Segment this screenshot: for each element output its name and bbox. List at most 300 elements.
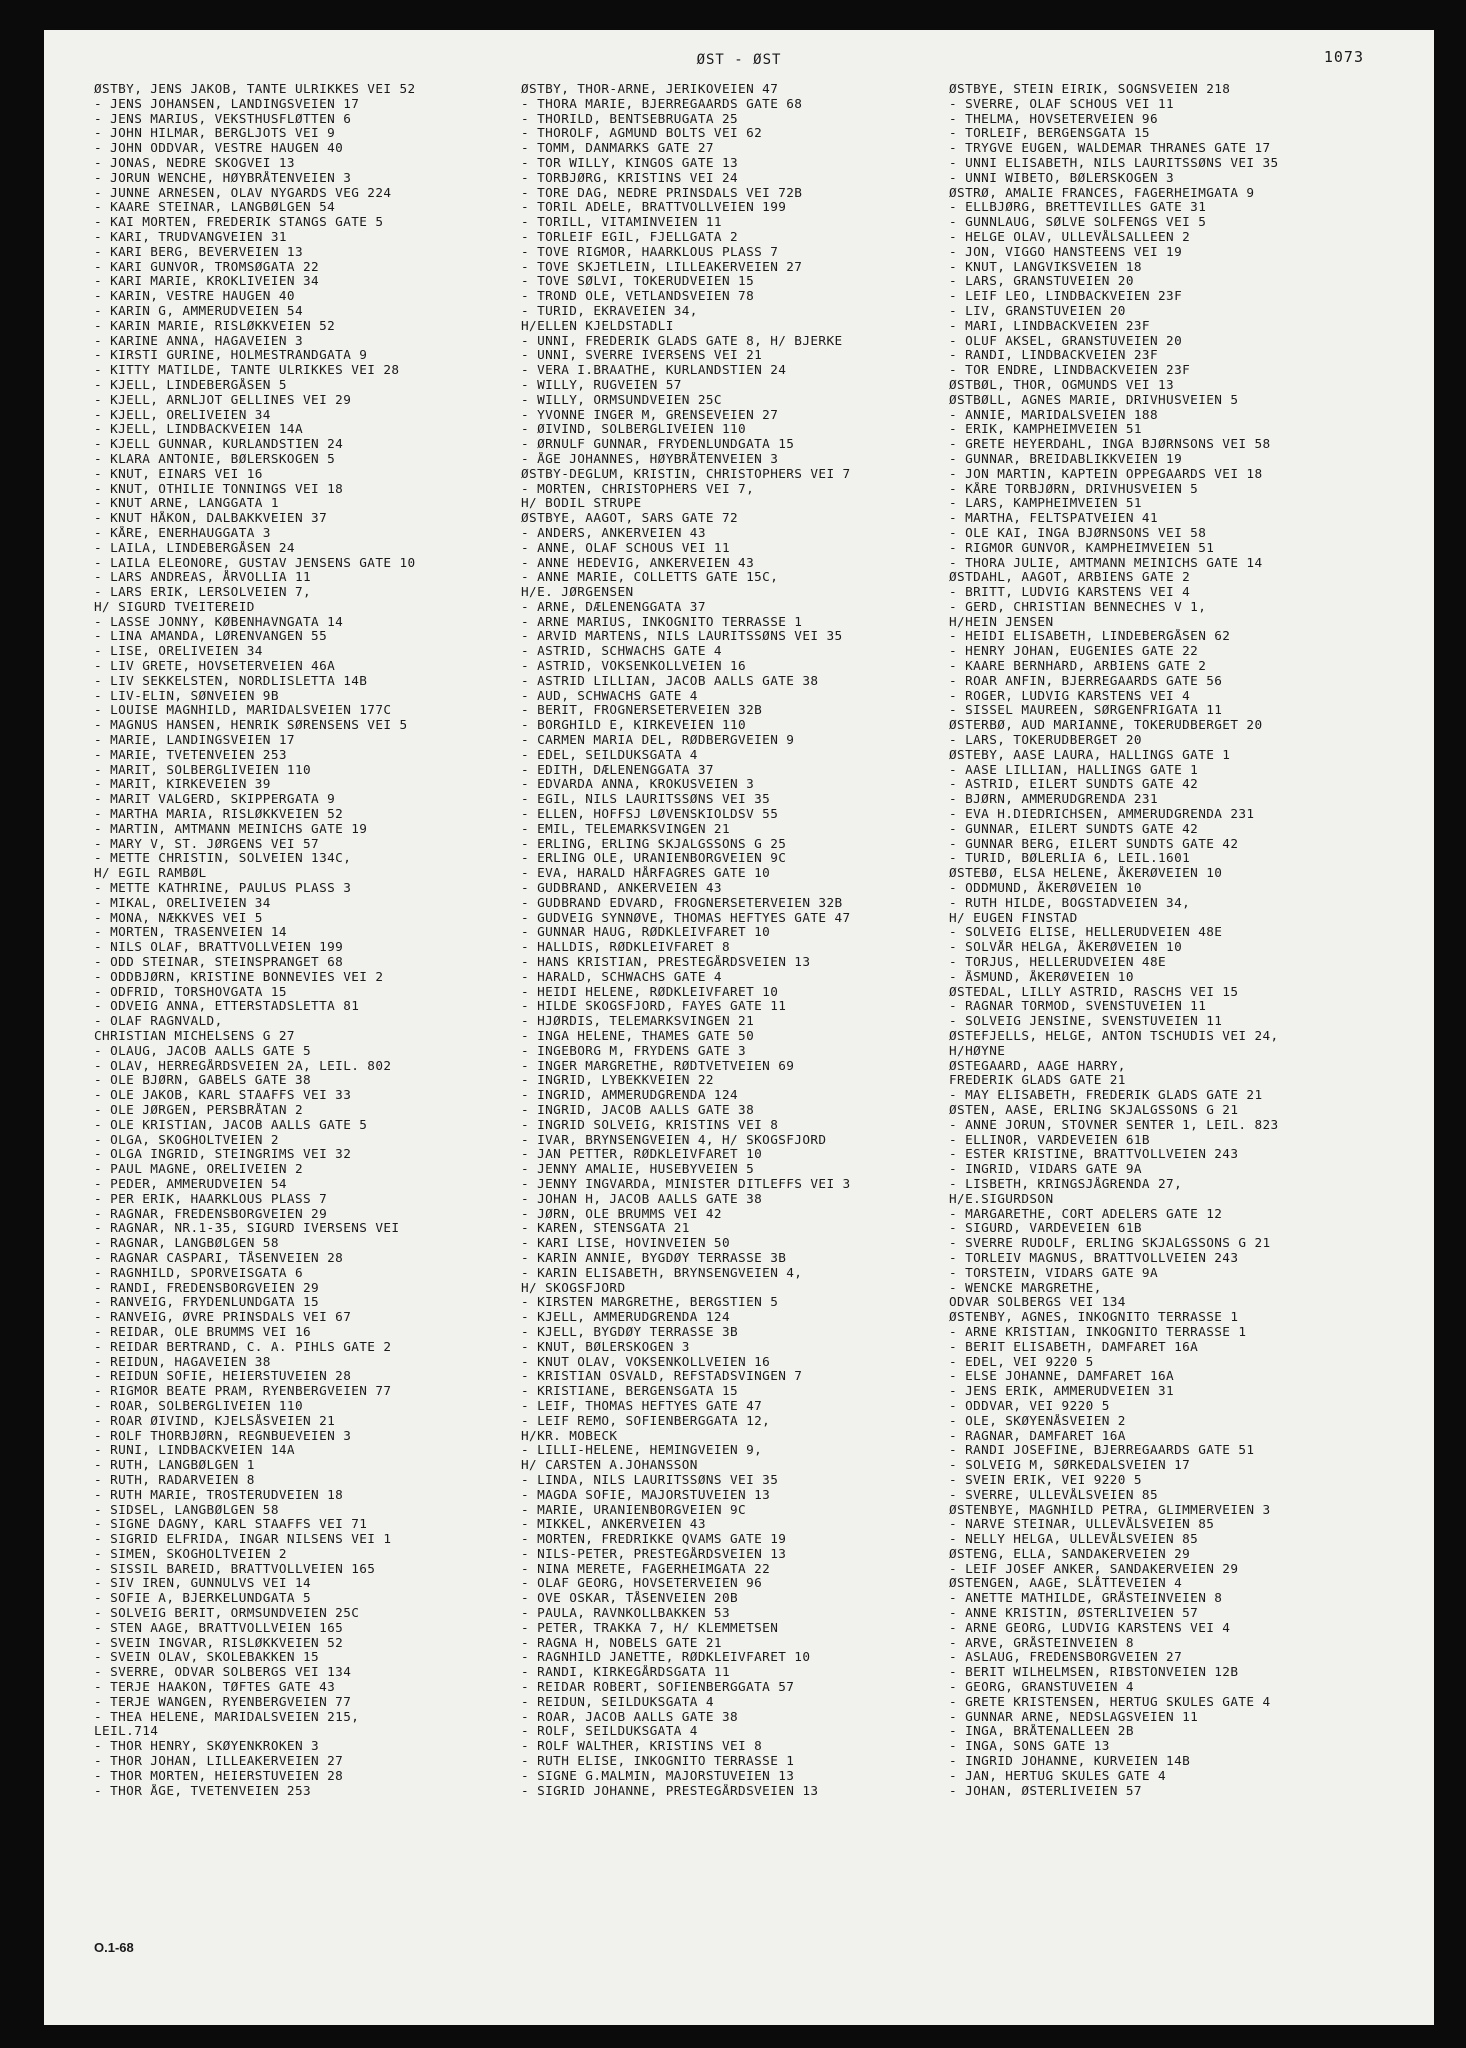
listing-entry: ODVAR SOLBERGS VEI 134 [949, 1295, 1126, 1310]
listing-entry: - MARGARETHE, CORT ADELERS GATE 12 [949, 1206, 1223, 1221]
listing-entry: - MAGNUS HANSEN, HENRIK SØRENSENS VEI 5 [94, 718, 408, 733]
listing-entry: ØSTENBY, AGNES, INKOGNITO TERRASSE 1 [949, 1310, 1239, 1325]
listing-entry: - RANDI, LINDBACKVEIEN 23F [949, 348, 1159, 363]
listing-entry: - WENCKE MARGRETHE, [949, 1280, 1102, 1295]
listing-entry: - SIMEN, SKOGHOLTVEIEN 2 [94, 1546, 287, 1561]
listing-entry: - INGRID JOHANNE, KURVEIEN 14B [949, 1754, 1191, 1769]
listing-entry: - BORGHILD E, KIRKEVEIEN 110 [521, 718, 747, 733]
listing-entry: - HARALD, SCHWACHS GATE 4 [521, 969, 722, 984]
listing-entry: - RAGNAR, NR.1-35, SIGURD IVERSENS VEI [94, 1221, 400, 1236]
listing-entry: - JAN, HERTUG SKULES GATE 4 [949, 1768, 1167, 1783]
listing-entry: - KNUT ARNE, LANGGATA 1 [94, 496, 279, 511]
listing-entry: FREDERIK GLADS GATE 21 [949, 1073, 1126, 1088]
listing-entry: - LEIF, THOMAS HEFTYES GATE 47 [521, 1398, 763, 1413]
listing-entry: - ØIVIND, SOLBERGLIVEIEN 110 [521, 422, 747, 437]
listing-entry: - MARIT, SOLBERGLIVEIEN 110 [94, 762, 312, 777]
listing-entry: - INGRID SOLVEIG, KRISTINS VEI 8 [521, 1117, 779, 1132]
listing-entry: - AASE LILLIAN, HALLINGS GATE 1 [949, 762, 1199, 777]
listing-entry: - UNNI, FREDERIK GLADS GATE 8, H/ BJERKE [521, 333, 843, 348]
listing-entry: - SOLVEIG BERIT, ORMSUNDVEIEN 25C [94, 1606, 360, 1621]
listing-entry: - ERLING OLE, URANIENBORGVEIEN 9C [521, 851, 787, 866]
listing-entry: - RANVEIG, FRYDENLUNDGATA 15 [94, 1295, 320, 1310]
listing-column-1 [94, 82, 519, 1798]
listing-entry: - JENS MARIUS, VEKSTHUSFLØTTEN 6 [94, 111, 352, 126]
listing-entry: - SVERRE RUDOLF, ERLING SKJALGSSONS G 21 [949, 1236, 1271, 1251]
listing-entry: - ROLF WALTHER, KRISTINS VEI 8 [521, 1739, 763, 1754]
listing-entry: - KARIN ANNIE, BYGDØY TERRASSE 3B [521, 1250, 787, 1265]
listing-entry: - RIGMOR GUNVOR, KAMPHEIMVEIEN 51 [949, 540, 1215, 555]
listing-entry: - OLAV, HERREGÅRDSVEIEN 2A, LEIL. 802 [94, 1058, 392, 1073]
listing-entry: - INGA, SONS GATE 13 [949, 1739, 1110, 1754]
listing-entry: - THORA MARIE, BJERREGAARDS GATE 68 [521, 96, 803, 111]
directory-page [44, 30, 1434, 2025]
listing-entry: - TORSTEIN, VIDARS GATE 9A [949, 1265, 1159, 1280]
listing-entry: - ELLBJØRG, BRETTEVILLES GATE 31 [949, 200, 1207, 215]
listing-entry: - KJELL GUNNAR, KURLANDSTIEN 24 [94, 437, 344, 452]
listing-entry: - EVA H.DIEDRICHSEN, AMMERUDGRENDA 231 [949, 807, 1255, 822]
listing-entry: - OLE, SKØYENÅSVEIEN 2 [949, 1413, 1126, 1428]
listing-entry: - EDVARDA ANNA, KROKUSVEIEN 3 [521, 777, 755, 792]
listing-entry: - HENRY JOHAN, EUGENIES GATE 22 [949, 644, 1199, 659]
listing-entry: - RAGNAR CASPARI, TÅSENVEIEN 28 [94, 1250, 344, 1265]
listing-entry: - ROAR ANFIN, BJERREGAARDS GATE 56 [949, 673, 1223, 688]
listing-entry: - MARIE, LANDINGSVEIEN 17 [94, 733, 295, 748]
listing-entry: - REIDAR ROBERT, SOFIENBERGGATA 57 [521, 1680, 795, 1695]
listing-entry: - REIDAR BERTRAND, C. A. PIHLS GATE 2 [94, 1339, 392, 1354]
listing-entry: - OLGA, SKOGHOLTVEIEN 2 [94, 1132, 279, 1147]
listing-entry: - INGRID, LYBEKKVEIEN 22 [521, 1073, 714, 1088]
listing-entry: - RUTH, LANGBØLGEN 1 [94, 1458, 255, 1473]
listing-entry: - ERLING, ERLING SKJALGSSONS G 25 [521, 836, 787, 851]
listing-entry: - VERA I.BRAATHE, KURLANDSTIEN 24 [521, 363, 787, 378]
listing-entry: - LARS, KAMPHEIMVEIEN 51 [949, 496, 1142, 511]
listing-entry: - LAILA ELEONORE, GUSTAV JENSENS GATE 10 [94, 555, 416, 570]
listing-entry: - TORILL, VITAMINVEIEN 11 [521, 215, 722, 230]
listing-entry: ØSTBØL, THOR, OGMUNDS VEI 13 [949, 377, 1175, 392]
listing-entry: - ELLEN, HOFFSJ LØVENSKIOLDSV 55 [521, 807, 779, 822]
listing-entry: - ELLINOR, VARDEVEIEN 61B [949, 1132, 1150, 1147]
listing-entry: - ARVID MARTENS, NILS LAURITSSØNS VEI 35 [521, 629, 843, 644]
listing-entry: H/HØYNE [949, 1043, 1006, 1058]
listing-entry: - GUNNAR, BREIDABLIKKVEIEN 19 [949, 451, 1183, 466]
listing-entry: - TOMM, DANMARKS GATE 27 [521, 141, 714, 156]
listing-entry: - KJELL, ARNLJOT GELLINES VEI 29 [94, 392, 352, 407]
listing-entry: - LARS, TOKERUDBERGET 20 [949, 733, 1142, 748]
listing-entry: - OLE KRISTIAN, JACOB AALLS GATE 5 [94, 1117, 368, 1132]
listing-entry: - GEORG, GRANSTUVEIEN 4 [949, 1680, 1134, 1695]
listing-entry: - MARI, LINDBACKVEIEN 23F [949, 318, 1150, 333]
listing-entry: - LARS ERIK, LERSOLVEIEN 7, [94, 585, 312, 600]
listing-entry: - MAY ELISABETH, FREDERIK GLADS GATE 21 [949, 1088, 1263, 1103]
listing-entry: - KLARA ANTONIE, BØLERSKOGEN 5 [94, 451, 336, 466]
listing-entry: - HILDE SKOGSFJORD, FAYES GATE 11 [521, 999, 787, 1014]
listing-entry: ØSTEN, AASE, ERLING SKJALGSSONS G 21 [949, 1102, 1239, 1117]
listing-column-3 [949, 82, 1374, 1798]
listing-entry: - ROLF THORBJØRN, REGNBUEVEIEN 3 [94, 1428, 352, 1443]
listing-entry: - ROAR, SOLBERGLIVEIEN 110 [94, 1398, 304, 1413]
listing-entry: - MAGDA SOFIE, MAJORSTUVEIEN 13 [521, 1487, 771, 1502]
listing-entry: - KJELL, LINDBACKVEIEN 14A [94, 422, 304, 437]
listing-entry: - TORLEIF EGIL, FJELLGATA 2 [521, 229, 739, 244]
listing-entry: ØSTBYE, STEIN EIRIK, SOGNSVEIEN 218 [949, 82, 1231, 96]
listing-entry: H/ EGIL RAMBØL [94, 866, 207, 881]
listing-entry: - THOR MORTEN, HEIERSTUVEIEN 28 [94, 1768, 344, 1783]
listing-entry: - SIGURD, VARDEVEIEN 61B [949, 1221, 1142, 1236]
listing-entry: - KJELL, AMMERUDGRENDA 124 [521, 1310, 731, 1325]
listing-entry: H/E. JØRGENSEN [521, 585, 634, 600]
listing-entry: - HELGE OLAV, ULLEVÅLSALLEEN 2 [949, 229, 1191, 244]
listing-entry: - BERIT WILHELMSEN, RIBSTONVEIEN 12B [949, 1665, 1239, 1680]
listing-entry: - SVEIN ERIK, VEI 9220 5 [949, 1472, 1142, 1487]
listing-entry: H/ SKOGSFJORD [521, 1280, 626, 1295]
listing-entry: - NILS-PETER, PRESTEGÅRDSVEIEN 13 [521, 1546, 787, 1561]
listing-entry: - OLAUG, JACOB AALLS GATE 5 [94, 1043, 312, 1058]
listing-entry: - PAULA, RAVNKOLLBAKKEN 53 [521, 1606, 731, 1621]
listing-entry: - GUDBRAND, ANKERVEIEN 43 [521, 881, 722, 896]
listing-entry: ØSTBYE, AAGOT, SARS GATE 72 [521, 511, 739, 526]
listing-entry: - LEIF REMO, SOFIENBERGGATA 12, [521, 1413, 771, 1428]
listing-entry: - KARIN MARIE, RISLØKKVEIEN 52 [94, 318, 336, 333]
listing-entry: - RANDI JOSEFINE, BJERREGAARDS GATE 51 [949, 1443, 1255, 1458]
listing-entry: - MIKAL, ORELIVEIEN 34 [94, 895, 271, 910]
listing-entry: - SOLVEIG ELISE, HELLERUDVEIEN 48E [949, 925, 1223, 940]
listing-entry: - INGRID, VIDARS GATE 9A [949, 1162, 1142, 1177]
listing-entry: - EGIL, NILS LAURITSSØNS VEI 35 [521, 792, 771, 807]
listing-entry: - EDEL, SEILDUKSGATA 4 [521, 747, 698, 762]
listing-entry: - KARI BERG, BEVERVEIEN 13 [94, 244, 304, 259]
listing-entry: - JAN PETTER, RØDKLEIVFARET 10 [521, 1147, 763, 1162]
listing-entry: - OLAF GEORG, HOVSETERVEIEN 96 [521, 1576, 763, 1591]
listing-entry: - ØRNULF GUNNAR, FRYDENLUNDGATA 15 [521, 437, 795, 452]
listing-entry: - KÅRE TORBJØRN, DRIVHUSVEIEN 5 [949, 481, 1199, 496]
listing-entry: - MARIE, TVETENVEIEN 253 [94, 747, 287, 762]
listing-entry: - INGRID, AMMERUDGRENDA 124 [521, 1088, 739, 1103]
listing-entry: - RAGNA H, NOBELS GATE 21 [521, 1635, 722, 1650]
listing-entry: - JENS ERIK, AMMERUDVEIEN 31 [949, 1384, 1175, 1399]
listing-entry: - TORJUS, HELLERUDVEIEN 48E [949, 955, 1167, 970]
listing-entry: ØSTBØLL, AGNES MARIE, DRIVHUSVEIEN 5 [949, 392, 1239, 407]
listing-entry: - LARS, GRANSTUVEIEN 20 [949, 274, 1134, 289]
listing-entry: - KJELL, ORELIVEIEN 34 [94, 407, 271, 422]
listing-entry: - SVERRE, ODVAR SOLBERGS VEI 134 [94, 1665, 352, 1680]
listing-entry: - KARINE ANNA, HAGAVEIEN 3 [94, 333, 304, 348]
listing-entry: - ANNE, OLAF SCHOUS VEI 11 [521, 540, 731, 555]
listing-entry: - ODDBJØRN, KRISTINE BONNEVIES VEI 2 [94, 969, 384, 984]
listing-entry: - SVEIN INGVAR, RISLØKKVEIEN 52 [94, 1635, 344, 1650]
listing-entry: - TOVE SØLVI, TOKERUDVEIEN 15 [521, 274, 755, 289]
listing-entry: - LASSE JONNY, KØBENHAVNGATA 14 [94, 614, 344, 629]
listing-entry: - TORE DAG, NEDRE PRINSDALS VEI 72B [521, 185, 803, 200]
listing-entry: CHRISTIAN MICHELSENS G 27 [94, 1029, 295, 1043]
listing-entry: ØSTENG, ELLA, SANDAKERVEIEN 29 [949, 1546, 1191, 1561]
listing-entry: - ASTRID, SCHWACHS GATE 4 [521, 644, 722, 659]
listing-entry: - JON MARTIN, KAPTEIN OPPEGAARDS VEI 18 [949, 466, 1263, 481]
listing-entry: - EDEL, VEI 9220 5 [949, 1354, 1094, 1369]
listing-entry: - UNNI, SVERRE IVERSENS VEI 21 [521, 348, 763, 363]
listing-entry: - TROND OLE, VETLANDSVEIEN 78 [521, 289, 755, 304]
listing-entry: - CARMEN MARIA DEL, RØDBERGVEIEN 9 [521, 733, 795, 748]
listing-entry: - ANNE HEDEVIG, ANKERVEIEN 43 [521, 555, 755, 570]
listing-entry: - KAARE STEINAR, LANGBØLGEN 54 [94, 200, 336, 215]
listing-entry: - JON, VIGGO HANSTEENS VEI 19 [949, 244, 1183, 259]
page-number: 1073 [1323, 48, 1364, 66]
listing-entry: - KARI LISE, HOVINVEIEN 50 [521, 1236, 731, 1251]
listing-entry: - SIGRID JOHANNE, PRESTEGÅRDSVEIEN 13 [521, 1783, 819, 1798]
listing-entry: - PAUL MAGNE, ORELIVEIEN 2 [94, 1162, 304, 1177]
listing-entry: ØSTBY, THOR-ARNE, JERIKOVEIEN 47 [521, 82, 779, 96]
listing-entry: H/HEIN JENSEN [949, 614, 1054, 629]
listing-entry: - GUNNAR, EILERT SUNDTS GATE 42 [949, 821, 1199, 836]
listing-entry: - THORA JULIE, AMTMANN MEINICHS GATE 14 [949, 555, 1263, 570]
listing-entry: - SOFIE A, BJERKELUNDGATA 5 [94, 1591, 312, 1606]
listing-entry: - OLAF RAGNVALD, [94, 1014, 223, 1029]
listing-entry: - PER ERIK, HAARKLOUS PLASS 7 [94, 1191, 328, 1206]
listing-entry: - ROGER, LUDVIG KARSTENS VEI 4 [949, 688, 1191, 703]
listing-entry: - TORBJØRG, KRISTINS VEI 24 [521, 170, 739, 185]
listing-entry: - LINA AMANDA, LØRENVANGEN 55 [94, 629, 328, 644]
listing-entry: - KAARE BERNHARD, ARBIENS GATE 2 [949, 659, 1207, 674]
listing-entry: - GERD, CHRISTIAN BENNECHES V 1, [949, 599, 1207, 614]
listing-entry: - NINA MERETE, FAGERHEIMGATA 22 [521, 1561, 771, 1576]
listing-entry: - TRYGVE EUGEN, WALDEMAR THRANES GATE 17 [949, 141, 1271, 156]
listing-entry: - MARIE, URANIENBORGVEIEN 9C [521, 1502, 747, 1517]
listing-entry: ØSTBY, JENS JAKOB, TANTE ULRIKKES VEI 52 [94, 82, 416, 96]
listing-entry: - ROAR, JACOB AALLS GATE 38 [521, 1709, 739, 1724]
listing-entry: - OLE JAKOB, KARL STAAFFS VEI 33 [94, 1088, 352, 1103]
listing-entry: - JORUN WENCHE, HØYBRÅTENVEIEN 3 [94, 170, 352, 185]
footer-code: O.1-68 [94, 1940, 134, 1955]
listing-entry: - ÅGE JOHANNES, HØYBRÅTENVEIEN 3 [521, 451, 779, 466]
listing-entry: - JUNNE ARNESEN, OLAV NYGARDS VEG 224 [94, 185, 392, 200]
listing-entry: - THOR JOHAN, LILLEAKERVEIEN 27 [94, 1754, 344, 1769]
listing-entry: - WILLY, ORMSUNDVEIEN 25C [521, 392, 722, 407]
listing-entry: - KÅRE, ENERHAUGGATA 3 [94, 525, 271, 540]
listing-entry: - SVERRE, OLAF SCHOUS VEI 11 [949, 96, 1175, 111]
listing-entry: - AUD, SCHWACHS GATE 4 [521, 688, 698, 703]
listing-entry: - JOHN HILMAR, BERGLJOTS VEI 9 [94, 126, 336, 141]
listing-entry: - KAI MORTEN, FREDERIK STANGS GATE 5 [94, 215, 384, 230]
listing-entry: - TOR ENDRE, LINDBACKVEIEN 23F [949, 363, 1191, 378]
listing-entry: - SIDSEL, LANGBØLGEN 58 [94, 1502, 279, 1517]
listing-entry: - INGA HELENE, THAMES GATE 50 [521, 1029, 755, 1043]
listing-entry: H/ BODIL STRUPE [521, 496, 642, 511]
listing-entry: - LINDA, NILS LAURITSSØNS VEI 35 [521, 1472, 779, 1487]
listing-entry: - SIGNE G.MALMIN, MAJORSTUVEIEN 13 [521, 1768, 795, 1783]
listing-entry: - GRETE KRISTENSEN, HERTUG SKULES GATE 4 [949, 1694, 1271, 1709]
listing-entry: - INGEBORG M, FRYDENS GATE 3 [521, 1043, 747, 1058]
listing-entry: - KNUT OLAV, VOKSENKOLLVEIEN 16 [521, 1354, 771, 1369]
listing-entry: - RUTH MARIE, TROSTERUDVEIEN 18 [94, 1487, 344, 1502]
listing-entry: - STEN AAGE, BRATTVOLLVEIEN 165 [94, 1620, 344, 1635]
listing-entry: - THELMA, HOVSETERVEIEN 96 [949, 111, 1159, 126]
listing-entry: - ARNE GEORG, LUDVIG KARSTENS VEI 4 [949, 1620, 1231, 1635]
listing-column-2 [521, 82, 946, 1798]
listing-entry: - THOR HENRY, SKØYENKROKEN 3 [94, 1739, 320, 1754]
listing-entry: - REIDUN SOFIE, HEIERSTUVEIEN 28 [94, 1369, 352, 1384]
listing-entry: - KJELL, LINDEBERGÅSEN 5 [94, 377, 287, 392]
listing-entry: - GUNNLAUG, SØLVE SOLFENGS VEI 5 [949, 215, 1207, 230]
listing-entry: - ERIK, KAMPHEIMVEIEN 51 [949, 422, 1142, 437]
listing-entry: - ÅSMUND, ÅKERØVEIEN 10 [949, 969, 1134, 984]
listing-entry: - REIDUN, HAGAVEIEN 38 [94, 1354, 271, 1369]
listing-entry: - JENS JOHANSEN, LANDINGSVEIEN 17 [94, 96, 360, 111]
listing-entry: - MARIT, KIRKEVEIEN 39 [94, 777, 271, 792]
listing-entry: - LIV GRETE, HOVSETERVEIEN 46A [94, 659, 336, 674]
listing-entry: - TOVE RIGMOR, HAARKLOUS PLASS 7 [521, 244, 779, 259]
listing-entry: - WILLY, RUGVEIEN 57 [521, 377, 682, 392]
listing-entry: - OLE JØRGEN, PERSBRÅTAN 2 [94, 1102, 304, 1117]
listing-entry: ØSTEGAARD, AAGE HARRY, [949, 1058, 1126, 1073]
listing-entry: - MONA, NÆKKVES VEI 5 [94, 910, 263, 925]
listing-entry: - ASTRID, VOKSENKOLLVEIEN 16 [521, 659, 747, 674]
listing-entry: - OVE OSKAR, TÅSENVEIEN 20B [521, 1591, 739, 1606]
listing-entry: - LISE, ORELIVEIEN 34 [94, 644, 263, 659]
listing-entry: - EMIL, TELEMARKSVINGEN 21 [521, 821, 731, 836]
listing-entry: - ANNE KRISTIN, ØSTERLIVEIEN 57 [949, 1606, 1199, 1621]
listing-entry: - ANNE MARIE, COLLETTS GATE 15C, [521, 570, 779, 585]
listing-entry: - MARY V, ST. JØRGENS VEI 57 [94, 836, 320, 851]
listing-entry: - JØRN, OLE BRUMMS VEI 42 [521, 1206, 722, 1221]
listing-entry: - THOROLF, AGMUND BOLTS VEI 62 [521, 126, 763, 141]
listing-entry: - THOR ÅGE, TVETENVEIEN 253 [94, 1783, 312, 1798]
listing-entry: - SISSEL MAUREEN, SØRGENFRIGATA 11 [949, 703, 1223, 718]
listing-entry: - MORTEN, CHRISTOPHERS VEI 7, [521, 481, 755, 496]
listing-entry: - SVERRE, ULLEVÅLSVEIEN 85 [949, 1487, 1159, 1502]
listing-entry: ØSTDAHL, AAGOT, ARBIENS GATE 2 [949, 570, 1191, 585]
listing-entry: - RAGNAR, DAMFARET 16A [949, 1428, 1126, 1443]
listing-entry: - NELLY HELGA, ULLEVÅLSVEIEN 85 [949, 1532, 1199, 1547]
listing-entry: - KRISTIANE, BERGENSGATA 15 [521, 1384, 739, 1399]
listing-entry: - KNUT, EINARS VEI 16 [94, 466, 263, 481]
listing-entry: - ANDERS, ANKERVEIEN 43 [521, 525, 706, 540]
listing-entry: - JENNY INGVARDA, MINISTER DITLEFFS VEI 3 [521, 1176, 851, 1191]
listing-entry: - OLGA INGRID, STEINGRIMS VEI 32 [94, 1147, 352, 1162]
listing-entry: - TORLEIF, BERGENSGATA 15 [949, 126, 1150, 141]
listing-entry: - RAGNAR, FREDENSBORGVEIEN 29 [94, 1206, 328, 1221]
listing-entry: H/ CARSTEN A.JOHANSSON [521, 1458, 698, 1473]
listing-entry: - GUDVEIG SYNNØVE, THOMAS HEFTYES GATE 47 [521, 910, 851, 925]
listing-entry: - GUNNAR ARNE, NEDSLAGSVEIEN 11 [949, 1709, 1199, 1724]
listing-entry: - SOLVEIG M, SØRKEDALSVEIEN 17 [949, 1458, 1191, 1473]
listing-entry: - LAILA, LINDEBERGÅSEN 24 [94, 540, 295, 555]
listing-entry: H/E.SIGURDSON [949, 1191, 1054, 1206]
listing-entry: - SIGNE DAGNY, KARL STAAFFS VEI 71 [94, 1517, 368, 1532]
listing-entry: - JOHAN H, JACOB AALLS GATE 38 [521, 1191, 763, 1206]
listing-entry: - THORILD, BENTSEBRUGATA 25 [521, 111, 739, 126]
listing-entry: - KARI GUNVOR, TROMSØGATA 22 [94, 259, 320, 274]
listing-entry: - ODDVAR, VEI 9220 5 [949, 1398, 1110, 1413]
listing-entry: - LEIF JOSEF ANKER, SANDAKERVEIEN 29 [949, 1561, 1239, 1576]
listing-entry: - ARVE, GRÅSTEINVEIEN 8 [949, 1635, 1134, 1650]
listing-entry: - MIKKEL, ANKERVEIEN 43 [521, 1517, 706, 1532]
listing-entry: - JENNY AMALIE, HUSEBYVEIEN 5 [521, 1162, 755, 1177]
listing-entry: ØSTENGEN, AAGE, SLÅTTEVEIEN 4 [949, 1576, 1183, 1591]
listing-entry: - SOLVEIG JENSINE, SVENSTUVEIEN 11 [949, 1014, 1223, 1029]
listing-entry: - MORTEN, TRASENVEIEN 14 [94, 925, 287, 940]
listing-entry: - KARIN G, AMMERUDVEIEN 54 [94, 303, 304, 318]
listing-entry: - TORIL ADELE, BRATTVOLLVEIEN 199 [521, 200, 787, 215]
listing-entry: - LARS ANDREAS, ÅRVOLLIA 11 [94, 570, 312, 585]
listing-entry: - GUNNAR HAUG, RØDKLEIVFARET 10 [521, 925, 771, 940]
listing-entry: - SIGRID ELFRIDA, INGAR NILSENS VEI 1 [94, 1532, 392, 1547]
listing-entry: - INGA, BRÅTENALLEEN 2B [949, 1724, 1134, 1739]
listing-entry: - KARI MARIE, KROKLIVEIEN 34 [94, 274, 320, 289]
listing-entry: - ODDMUND, ÅKERØVEIEN 10 [949, 881, 1142, 896]
listing-entry: - REIDUN, SEILDUKSGATA 4 [521, 1694, 714, 1709]
listing-entry: - LOUISE MAGNHILD, MARIDALSVEIEN 177C [94, 703, 392, 718]
listing-entry: - ODFRID, TORSHOVGATA 15 [94, 984, 287, 999]
listing-entry: H/ EUGEN FINSTAD [949, 910, 1078, 925]
listing-entry: - RUTH ELISE, INKOGNITO TERRASSE 1 [521, 1754, 795, 1769]
listing-entry: - JONAS, NEDRE SKOGVEI 13 [94, 155, 295, 170]
listing-entry: - ESTER KRISTINE, BRATTVOLLVEIEN 243 [949, 1147, 1239, 1162]
listing-entry: - KNUT HÅKON, DALBAKKVEIEN 37 [94, 511, 328, 526]
listing-entry: - ODVEIG ANNA, ETTERSTADSLETTA 81 [94, 999, 360, 1014]
listing-entry: - NILS OLAF, BRATTVOLLVEIEN 199 [94, 940, 344, 955]
listing-entry: - ELSE JOHANNE, DAMFARET 16A [949, 1369, 1175, 1384]
listing-entry: - BERIT ELISABETH, DAMFARET 16A [949, 1339, 1199, 1354]
listing-entry: - HJØRDIS, TELEMARKSVINGEN 21 [521, 1014, 755, 1029]
listing-entry: - JOHN ODDVAR, VESTRE HAUGEN 40 [94, 141, 344, 156]
listing-entry: - KITTY MATILDE, TANTE ULRIKKES VEI 28 [94, 363, 400, 378]
listing-entry: - KAREN, STENSGATA 21 [521, 1221, 690, 1236]
listing-entry: - INGRID, JACOB AALLS GATE 38 [521, 1102, 755, 1117]
listing-entry: - OLE BJØRN, GABELS GATE 38 [94, 1073, 312, 1088]
listing-entry: - RUTH, RADARVEIEN 8 [94, 1472, 255, 1487]
listing-entry: - EVA, HARALD HÅRFAGRES GATE 10 [521, 866, 771, 881]
listing-entry: - RAGNHILD, SPORVEISGATA 6 [94, 1265, 304, 1280]
listing-entry: - PEDER, AMMERUDVEIEN 54 [94, 1176, 287, 1191]
listing-entry: - ANETTE MATHILDE, GRÅSTEINVEIEN 8 [949, 1591, 1223, 1606]
listing-entry: - BERIT, FROGNERSETERVEIEN 32B [521, 703, 763, 718]
listing-entry: - GUNNAR BERG, EILERT SUNDTS GATE 42 [949, 836, 1239, 851]
listing-entry: - RIGMOR BEATE PRAM, RYENBERGVEIEN 77 [94, 1384, 392, 1399]
listing-entry: - SISSIL BAREID, BRATTVOLLVEIEN 165 [94, 1561, 376, 1576]
listing-entry: ØSTENBYE, MAGNHILD PETRA, GLIMMERVEIEN 3 [949, 1502, 1271, 1517]
listing-entry: - KARI, TRUDVANGVEIEN 31 [94, 229, 287, 244]
listing-entry: - YVONNE INGER M, GRENSEVEIEN 27 [521, 407, 779, 422]
listing-entry: - UNNI WIBETO, BØLERSKOGEN 3 [949, 170, 1175, 185]
listing-entry: H/ SIGURD TVEITEREID [94, 599, 255, 614]
listing-entry: - TURID, BØLERLIA 6, LEIL.1601 [949, 851, 1191, 866]
listing-entry: - HEIDI ELISABETH, LINDEBERGÅSEN 62 [949, 629, 1231, 644]
listing-entry: ØSTRØ, AMALIE FRANCES, FAGERHEIMGATA 9 [949, 185, 1255, 200]
listing-entry: - SIV IREN, GUNNULVS VEI 14 [94, 1576, 312, 1591]
listing-entry: - KARIN ELISABETH, BRYNSENGVEIEN 4, [521, 1265, 803, 1280]
listing-entry: - KNUT, OTHILIE TONNINGS VEI 18 [94, 481, 344, 496]
listing-entry: - IVAR, BRYNSENGVEIEN 4, H/ SKOGSFJORD [521, 1132, 827, 1147]
listing-entry: - ASLAUG, FREDENSBORGVEIEN 27 [949, 1650, 1183, 1665]
listing-entry: - LIV SEKKELSTEN, NORDLISLETTA 14B [94, 673, 368, 688]
listing-entry: - KJELL, BYGDØY TERRASSE 3B [521, 1324, 739, 1339]
listing-entry: - ROAR ØIVIND, KJELSÅSVEIEN 21 [94, 1413, 336, 1428]
listing-entry: - TERJE WANGEN, RYENBERGVEIEN 77 [94, 1694, 352, 1709]
listing-entry: - RANDI, KIRKEGÅRDSGATA 11 [521, 1665, 731, 1680]
listing-entry: - OLE KAI, INGA BJØRNSONS VEI 58 [949, 525, 1207, 540]
listing-entry: H/ELLEN KJELDSTADLI [521, 318, 674, 333]
listing-entry: - SOLVÅR HELGA, ÅKERØVEIEN 10 [949, 940, 1183, 955]
listing-entry: - MARTHA, FELTSPATVEIEN 41 [949, 511, 1159, 526]
listing-entry: - JOHAN, ØSTERLIVEIEN 57 [949, 1783, 1142, 1798]
listing-entry: - ODD STEINAR, STEINSPRANGET 68 [94, 955, 344, 970]
running-head: ØST - ØST [696, 52, 782, 68]
listing-entry: - GUDBRAND EDVARD, FROGNERSETERVEIEN 32B [521, 895, 843, 910]
listing-entry: - PETER, TRAKKA 7, H/ KLEMMETSEN [521, 1620, 779, 1635]
listing-entry: - BRITT, LUDVIG KARSTENS VEI 4 [949, 585, 1191, 600]
listing-entry: - ARNE KRISTIAN, INKOGNITO TERRASSE 1 [949, 1324, 1247, 1339]
listing-entry: - TOR WILLY, KINGOS GATE 13 [521, 155, 739, 170]
listing-entry: - KNUT, BØLERSKOGEN 3 [521, 1339, 690, 1354]
